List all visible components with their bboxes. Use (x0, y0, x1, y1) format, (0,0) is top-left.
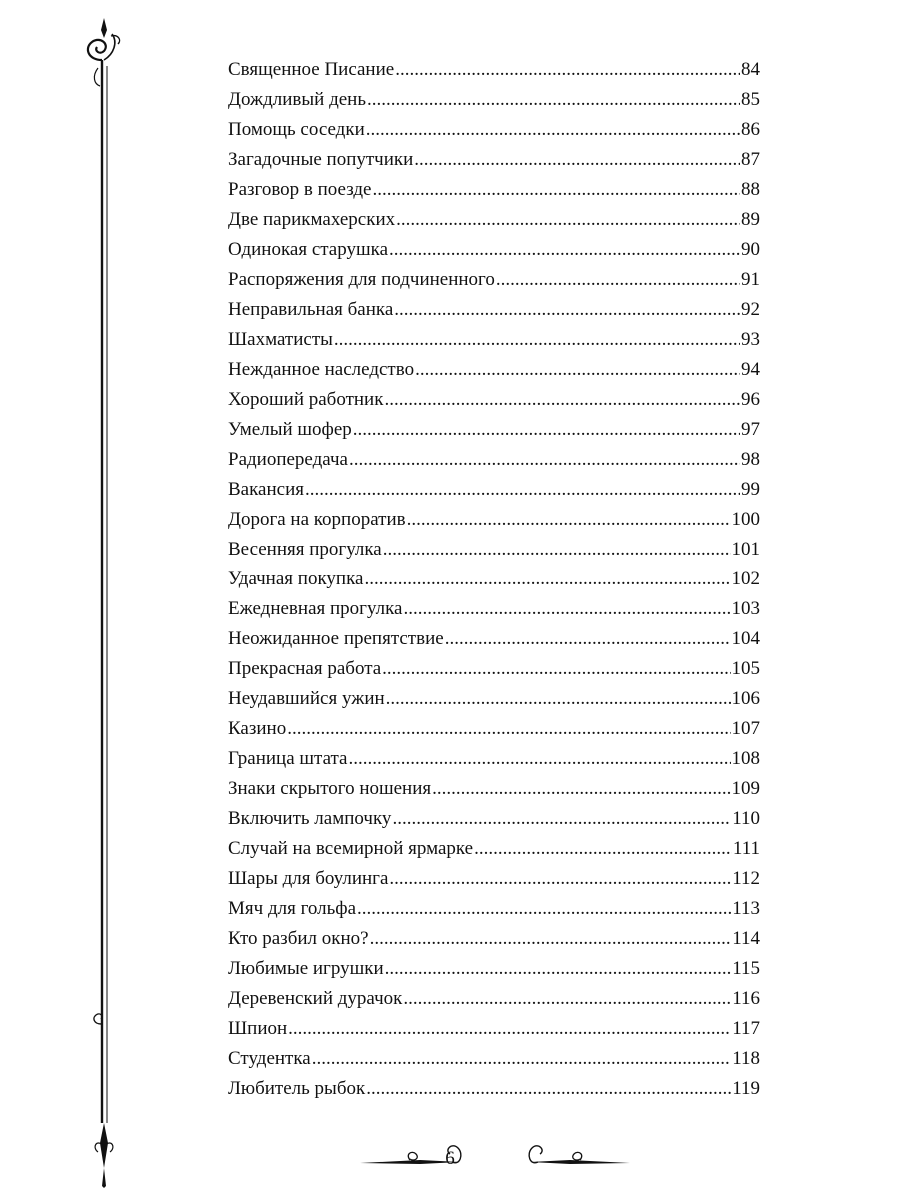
toc-entry-page: 97 (741, 418, 760, 440)
toc-entry-page: 101 (731, 538, 760, 560)
toc-entry (228, 445, 760, 475)
toc-entry-page: 87 (741, 148, 760, 170)
toc-entry-page: 84 (741, 59, 760, 80)
toc-entry (228, 864, 760, 894)
toc-entry (228, 415, 760, 445)
toc-entry-page: 117 (732, 1018, 760, 1039)
toc-entry (228, 1044, 760, 1074)
toc-entry-page: 99 (741, 478, 760, 500)
dot-leader (415, 355, 740, 385)
toc-entry-title: Любимые игрушки (228, 958, 384, 980)
toc-entry-title: Распоряжения для подчиненного (228, 268, 495, 290)
dot-leader (370, 924, 732, 954)
toc-entry-title: Неожиданное препятствие (228, 628, 444, 650)
dot-leader (414, 145, 740, 175)
dot-leader (357, 894, 731, 924)
toc-entry (228, 924, 760, 954)
dot-leader (353, 415, 740, 445)
toc-entry (228, 115, 760, 145)
toc-entry (228, 804, 760, 834)
toc-entry-page: 96 (741, 388, 760, 410)
dot-leader (382, 654, 730, 684)
toc-entry (228, 714, 760, 744)
toc-entry-page: 103 (731, 598, 760, 620)
toc-entry-title: Дорога на корпоратив (228, 508, 406, 530)
toc-entry-title: Любитель рыбок (228, 1077, 366, 1099)
toc-entry-title: Разговор в поезде (228, 178, 372, 200)
toc-entry-title: Казино (228, 718, 287, 740)
toc-entry (228, 505, 760, 535)
toc-entry (228, 1074, 760, 1104)
toc-entry (228, 85, 760, 115)
toc-entry-title: Шары для боулинга (228, 868, 389, 890)
toc-entry-title: Вакансия (228, 478, 304, 500)
dot-leader (312, 1044, 731, 1074)
dot-leader (364, 564, 730, 594)
toc-entry-page: 107 (731, 718, 760, 740)
dot-leader (392, 804, 731, 834)
toc-entry (228, 984, 760, 1014)
toc-entry-title: Деревенский дурачок (228, 988, 403, 1010)
dot-leader (496, 265, 740, 295)
toc-entry (228, 385, 760, 415)
toc-entry-page: 102 (731, 568, 760, 590)
dot-leader (349, 445, 740, 475)
toc-entry-title: Умелый шофер (228, 418, 352, 440)
dot-leader (432, 774, 730, 804)
dot-leader (386, 684, 731, 714)
dot-leader (395, 55, 740, 85)
dot-leader (384, 385, 740, 415)
toc-entry-page: 88 (741, 178, 760, 200)
toc-entry-page: 104 (731, 628, 760, 650)
dot-leader (288, 1014, 731, 1044)
toc-entry-title: Прекрасная работа (228, 658, 382, 680)
dot-leader (396, 205, 740, 235)
toc-entry (228, 325, 760, 355)
toc-entry-page: 115 (732, 958, 760, 980)
toc-entry-page: 94 (741, 358, 760, 380)
dot-leader (474, 834, 732, 864)
toc-entry-title: Неправильная банка (228, 298, 394, 320)
dot-leader (394, 295, 740, 325)
toc-entry (228, 1014, 760, 1044)
toc-entry-page: 89 (741, 208, 760, 230)
toc-entry-title: Радиопередача (228, 448, 348, 470)
dot-leader (287, 714, 730, 744)
toc-entry-page: 90 (741, 238, 760, 260)
toc-entry (228, 295, 760, 325)
dot-leader (407, 505, 731, 535)
toc-entry-page: 91 (741, 268, 760, 290)
dot-leader (383, 535, 731, 565)
toc-entry-title: Включить лампочку (228, 808, 392, 830)
toc-entry (228, 205, 760, 235)
dot-leader (403, 984, 731, 1014)
dot-leader (366, 1074, 731, 1104)
toc-entry-title: Случай на всемирной ярмарке (228, 838, 474, 860)
toc-entry (228, 684, 760, 714)
toc-entry-title: Загадочные попутчики (228, 148, 414, 170)
toc-entry (228, 954, 760, 984)
toc-entry-title: Помощь соседки (228, 118, 365, 140)
toc-entry-title: Мяч для гольфа (228, 898, 357, 920)
toc-entry (228, 594, 760, 624)
toc-entry (228, 55, 760, 85)
toc-entry-page: 105 (731, 658, 760, 680)
dot-leader (348, 744, 730, 774)
toc-entry-title: Кто разбил окно? (228, 928, 369, 950)
dot-leader (385, 954, 732, 984)
toc-entry-title: Священное Писание (228, 59, 395, 80)
dot-leader (389, 864, 731, 894)
toc-entry-page: 109 (731, 778, 760, 800)
toc-entry-title: Шпион (228, 1018, 288, 1039)
toc-entry-page: 112 (732, 868, 760, 890)
dot-leader (367, 85, 740, 115)
toc-entry-page: 118 (732, 1047, 760, 1069)
toc-entry (228, 624, 760, 654)
toc-entry-title: Две парикмахерских (228, 208, 396, 230)
toc-entry (228, 355, 760, 385)
toc-entry (228, 475, 760, 505)
toc-entry-page: 92 (741, 298, 760, 320)
toc-entry-page: 116 (732, 988, 760, 1010)
toc-entry-page: 111 (732, 838, 760, 860)
toc-entry-title: Неудавшийся ужин (228, 688, 385, 710)
toc-entry (228, 145, 760, 175)
toc-entry-page: 106 (731, 688, 760, 710)
toc-entry-page: 113 (732, 898, 760, 920)
dot-leader (389, 235, 740, 265)
toc-entry-page: 110 (732, 808, 760, 830)
table-of-contents (228, 55, 760, 1104)
toc-entry-page: 93 (741, 328, 760, 350)
toc-entry (228, 564, 760, 594)
page-number: 6 (445, 1148, 455, 1169)
toc-entry-title: Удачная покупка (228, 568, 364, 590)
dot-leader (403, 594, 730, 624)
toc-entry-title: Граница штата (228, 748, 348, 770)
toc-entry-title: Одинокая старушка (228, 238, 388, 260)
toc-entry (228, 535, 760, 565)
toc-entry-page: 119 (732, 1077, 760, 1099)
toc-entry (228, 774, 760, 804)
toc-entry-title: Знаки скрытого ношения (228, 778, 432, 800)
scroll-vine-ornament-icon (78, 18, 128, 1188)
toc-entry (228, 175, 760, 205)
toc-entry-title: Хороший работник (228, 388, 384, 410)
toc-entry (228, 744, 760, 774)
toc-entry-title: Ежедневная прогулка (228, 598, 403, 620)
toc-entry-page: 86 (741, 118, 760, 140)
toc-entry-page: 100 (731, 508, 760, 530)
dot-leader (366, 115, 740, 145)
toc-entry (228, 834, 760, 864)
dot-leader (334, 325, 740, 355)
toc-entry (228, 265, 760, 295)
toc-entry-title: Весенняя прогулка (228, 538, 382, 560)
toc-entry-page: 114 (732, 928, 760, 950)
toc-entry-page: 85 (741, 88, 760, 110)
dot-leader (305, 475, 740, 505)
dot-leader (372, 175, 740, 205)
toc-entry-title: Нежданное наследство (228, 358, 415, 380)
toc-entry-title: Шахматисты (228, 328, 333, 350)
toc-entry (228, 235, 760, 265)
dot-leader (445, 624, 731, 654)
toc-entry-title: Студентка (228, 1047, 311, 1069)
toc-entry-page: 98 (741, 448, 760, 470)
toc-entry-page: 108 (731, 748, 760, 770)
toc-entry (228, 654, 760, 684)
toc-entry (228, 894, 760, 924)
toc-entry-title: Дождливый день (228, 88, 367, 110)
